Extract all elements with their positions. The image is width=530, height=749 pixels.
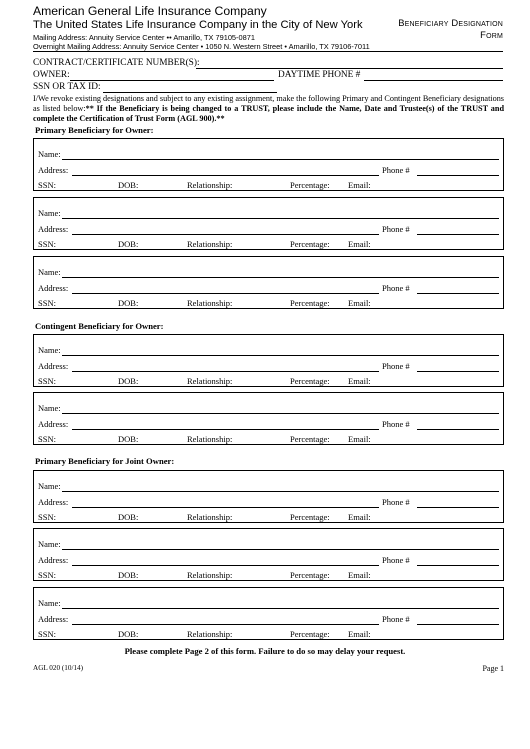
ssn-field[interactable] (57, 444, 113, 445)
email-label: Email: (348, 239, 371, 249)
name-row (38, 481, 499, 492)
name-row (38, 345, 499, 356)
name-field[interactable] (62, 608, 499, 609)
header-divider (33, 51, 503, 52)
percentage-field[interactable] (328, 386, 345, 387)
phone-field[interactable] (417, 371, 499, 372)
beneficiary-box (33, 528, 504, 581)
company-name-2: The United States Life Insurance Company in the City of New York (33, 19, 363, 31)
dob-label: DOB: (118, 180, 139, 190)
ssn-field[interactable] (57, 639, 113, 640)
address-row (38, 419, 499, 430)
details-row (38, 570, 499, 581)
details-row (38, 434, 499, 445)
phone-label: Phone # (382, 283, 410, 293)
dob-label: DOB: (118, 298, 139, 308)
dob-field[interactable] (138, 639, 183, 640)
address-field[interactable] (72, 293, 379, 294)
name-row (38, 208, 499, 219)
phone-label: Phone # (382, 361, 410, 371)
dob-field[interactable] (138, 190, 183, 191)
percentage-field[interactable] (328, 308, 345, 309)
name-row (38, 539, 499, 550)
dob-field[interactable] (138, 249, 183, 250)
address-label: Address: (38, 165, 69, 175)
details-row (38, 239, 499, 250)
page-number: Page 1 (482, 664, 504, 673)
relationship-field[interactable] (234, 639, 286, 640)
phone-label: Phone # (382, 614, 410, 624)
dob-label: DOB: (118, 570, 139, 580)
trust-note: ** If the Beneficiary is being changed to a TRUST, please include the Name, Date and Trustee(s) of the TRUST and complete the Certification of Trust Form (AGL 900).** (33, 104, 504, 123)
email-field[interactable] (371, 249, 499, 250)
daytime-phone-field[interactable] (364, 80, 503, 81)
percentage-field[interactable] (328, 190, 345, 191)
name-field[interactable] (62, 277, 499, 278)
percentage-field[interactable] (328, 639, 345, 640)
phone-label: Phone # (382, 419, 410, 429)
address-field[interactable] (72, 565, 379, 566)
relationship-field[interactable] (234, 444, 286, 445)
ssn-label: SSN: (38, 298, 56, 308)
phone-field[interactable] (417, 565, 499, 566)
ssn-label: SSN: (38, 239, 56, 249)
address-field[interactable] (72, 371, 379, 372)
dob-field[interactable] (138, 308, 183, 309)
email-field[interactable] (371, 386, 499, 387)
relationship-field[interactable] (234, 190, 286, 191)
email-field[interactable] (371, 522, 499, 523)
dob-label: DOB: (118, 512, 139, 522)
ssn-tax-field[interactable] (103, 92, 277, 93)
details-row (38, 512, 499, 523)
company-name-1: American General Life Insurance Company (33, 4, 267, 18)
percentage-label: Percentage: (290, 570, 330, 580)
ssn-field[interactable] (57, 190, 113, 191)
form-title-line-1: Beneficiary Designation (398, 17, 503, 28)
ssn-field[interactable] (57, 522, 113, 523)
beneficiary-box (33, 197, 504, 250)
dob-label: DOB: (118, 239, 139, 249)
percentage-label: Percentage: (290, 298, 330, 308)
dob-label: DOB: (118, 376, 139, 386)
address-label: Address: (38, 361, 69, 371)
contract-number-field[interactable] (196, 68, 503, 69)
dob-field[interactable] (138, 522, 183, 523)
details-row (38, 629, 499, 640)
form-title-line-2: Form (480, 29, 503, 40)
email-field[interactable] (371, 190, 499, 191)
address-field[interactable] (72, 175, 379, 176)
address-row (38, 497, 499, 508)
owner-row (33, 70, 503, 82)
name-field[interactable] (62, 413, 499, 414)
email-label: Email: (348, 629, 371, 639)
name-label: Name: (38, 345, 61, 355)
details-row (38, 376, 499, 387)
address-field[interactable] (72, 624, 379, 625)
name-label: Name: (38, 267, 61, 277)
beneficiary-box (33, 392, 504, 445)
ssn-field[interactable] (57, 386, 113, 387)
relationship-label: Relationship: (187, 376, 233, 386)
address-label: Address: (38, 224, 69, 234)
email-label: Email: (348, 298, 371, 308)
address-label: Address: (38, 419, 69, 429)
email-field[interactable] (371, 444, 499, 445)
name-label: Name: (38, 598, 61, 608)
form-number: AGL 020 (10/14) (33, 664, 84, 672)
beneficiary-box (33, 470, 504, 523)
beneficiary-box (33, 587, 504, 640)
ssn-label: SSN: (38, 512, 56, 522)
phone-field[interactable] (417, 429, 499, 430)
name-field[interactable] (62, 355, 499, 356)
email-label: Email: (348, 376, 371, 386)
daytime-phone-label: DAYTIME PHONE # (278, 70, 361, 80)
dob-field[interactable] (138, 580, 183, 581)
ssn-label: SSN: (38, 629, 56, 639)
address-label: Address: (38, 497, 69, 507)
address-label: Address: (38, 614, 69, 624)
relationship-field[interactable] (234, 308, 286, 309)
primary-owner-title: Primary Beneficiary for Owner: (35, 125, 154, 135)
name-row (38, 149, 499, 160)
phone-label: Phone # (382, 555, 410, 565)
details-row (38, 298, 499, 309)
ssn-field[interactable] (57, 580, 113, 581)
phone-label: Phone # (382, 224, 410, 234)
relationship-label: Relationship: (187, 180, 233, 190)
address-label: Address: (38, 555, 69, 565)
phone-label: Phone # (382, 165, 410, 175)
relationship-label: Relationship: (187, 629, 233, 639)
name-row (38, 598, 499, 609)
relationship-label: Relationship: (187, 239, 233, 249)
phone-field[interactable] (417, 234, 499, 235)
name-label: Name: (38, 403, 61, 413)
mailing-address: Mailing Address: Annuity Service Center •• Amarillo, TX 79105-0871 (33, 33, 255, 42)
percentage-field[interactable] (328, 522, 345, 523)
ssn-label: SSN: (38, 434, 56, 444)
address-row (38, 283, 499, 294)
contract-number-label: CONTRACT/CERTIFICATE NUMBER(S): (33, 58, 200, 68)
percentage-label: Percentage: (290, 434, 330, 444)
address-row (38, 224, 499, 235)
relationship-field[interactable] (234, 249, 286, 250)
address-field[interactable] (72, 429, 379, 430)
percentage-field[interactable] (328, 444, 345, 445)
address-row (38, 165, 499, 176)
details-row (38, 180, 499, 191)
percentage-label: Percentage: (290, 512, 330, 522)
name-field[interactable] (62, 218, 499, 219)
percentage-label: Percentage: (290, 239, 330, 249)
email-label: Email: (348, 570, 371, 580)
instructions-paragraph (33, 94, 504, 124)
percentage-field[interactable] (328, 580, 345, 581)
email-label: Email: (348, 512, 371, 522)
address-field[interactable] (72, 507, 379, 508)
dob-label: DOB: (118, 434, 139, 444)
relationship-field[interactable] (234, 522, 286, 523)
relationship-label: Relationship: (187, 512, 233, 522)
name-field[interactable] (62, 549, 499, 550)
name-label: Name: (38, 149, 61, 159)
name-label: Name: (38, 539, 61, 549)
beneficiary-box (33, 334, 504, 387)
email-label: Email: (348, 434, 371, 444)
email-label: Email: (348, 180, 371, 190)
ssn-tax-row (33, 82, 503, 94)
owner-label: OWNER: (33, 70, 70, 80)
phone-field[interactable] (417, 507, 499, 508)
address-row (38, 555, 499, 566)
percentage-label: Percentage: (290, 629, 330, 639)
address-label: Address: (38, 283, 69, 293)
relationship-label: Relationship: (187, 570, 233, 580)
name-row (38, 403, 499, 414)
address-row (38, 361, 499, 372)
name-row (38, 267, 499, 278)
percentage-label: Percentage: (290, 180, 330, 190)
dob-label: DOB: (118, 629, 139, 639)
phone-field[interactable] (417, 293, 499, 294)
relationship-field[interactable] (234, 580, 286, 581)
relationship-label: Relationship: (187, 298, 233, 308)
relationship-label: Relationship: (187, 434, 233, 444)
name-field[interactable] (62, 159, 499, 160)
beneficiary-box (33, 256, 504, 309)
percentage-field[interactable] (328, 249, 345, 250)
ssn-field[interactable] (57, 308, 113, 309)
ssn-label: SSN: (38, 570, 56, 580)
primary-joint-title: Primary Beneficiary for Joint Owner: (35, 456, 175, 466)
ssn-field[interactable] (57, 249, 113, 250)
name-field[interactable] (62, 491, 499, 492)
beneficiary-box (33, 138, 504, 191)
dob-field[interactable] (138, 444, 183, 445)
email-field[interactable] (371, 580, 499, 581)
email-field[interactable] (371, 308, 499, 309)
ssn-tax-label: SSN OR TAX ID: (33, 82, 101, 92)
owner-field[interactable] (70, 80, 274, 81)
ssn-label: SSN: (38, 180, 56, 190)
dob-field[interactable] (138, 386, 183, 387)
email-field[interactable] (371, 639, 499, 640)
percentage-label: Percentage: (290, 376, 330, 386)
phone-label: Phone # (382, 497, 410, 507)
name-label: Name: (38, 481, 61, 491)
overnight-address: Overnight Mailing Address: Annuity Service Center • 1050 N. Western Street • Amarillo, TX 79106-7011 (33, 42, 370, 51)
phone-field[interactable] (417, 175, 499, 176)
contingent-owner-title: Contingent Beneficiary for Owner: (35, 321, 164, 331)
relationship-field[interactable] (234, 386, 286, 387)
address-field[interactable] (72, 234, 379, 235)
form-header (33, 4, 503, 50)
name-label: Name: (38, 208, 61, 218)
instructions-text: I/We revoke existing designations and subject to any existing assignment, make the following Primary and Contingent Beneficiary designations as listed below: (33, 94, 504, 113)
footer-message: Please complete Page 2 of this form. Failure to do so may delay your request. (124, 646, 406, 656)
ssn-label: SSN: (38, 376, 56, 386)
phone-field[interactable] (417, 624, 499, 625)
contract-number-row (33, 58, 503, 70)
address-row (38, 614, 499, 625)
